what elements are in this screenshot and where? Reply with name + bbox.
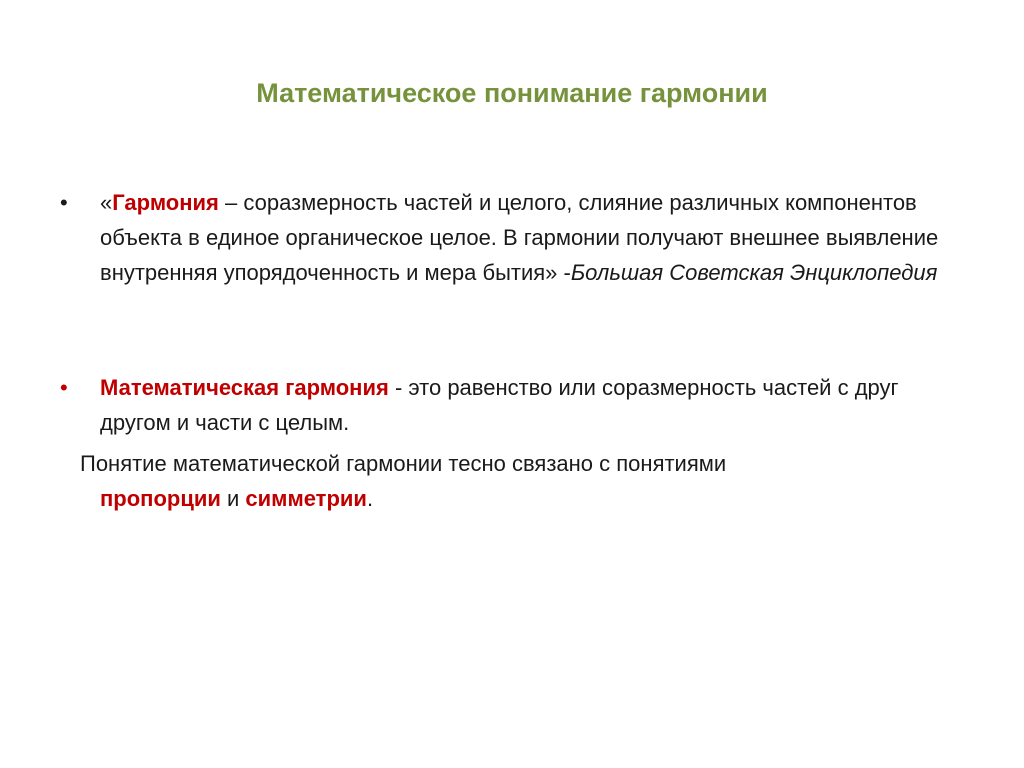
open-quote: « [100,190,113,215]
concept-text: Понятие математической гармонии тесно связано с понятиями [80,451,727,476]
term-harmony: Гармония [112,190,219,215]
period-text: . [366,486,374,511]
definition-paragraph [100,185,960,290]
math-harmony-paragraph [100,370,960,440]
concept-paragraph [80,446,960,516]
conjunction-text: и [220,486,246,511]
term-proportion: пропорции [100,486,221,511]
bullet-marker: • [60,190,68,215]
definition-text: – соразмерность частей и целого, слияние различных компонентов объекта в единое органическое целое. В гармонии получают внешнее выявление внутренняя упорядоченность и мера бытия» - [100,190,939,285]
source-citation: Большая Советская Энциклопедия [570,260,938,285]
term-math-harmony: Математическая гармония [100,375,389,400]
bullet-marker-red: • [60,375,68,400]
math-harmony-text: - это равенство или соразмерность частей с друг другом и части с целым. [100,375,899,435]
slide-title: Математическое понимание гармонии [256,78,768,108]
term-symmetry: симметрии [245,486,367,511]
